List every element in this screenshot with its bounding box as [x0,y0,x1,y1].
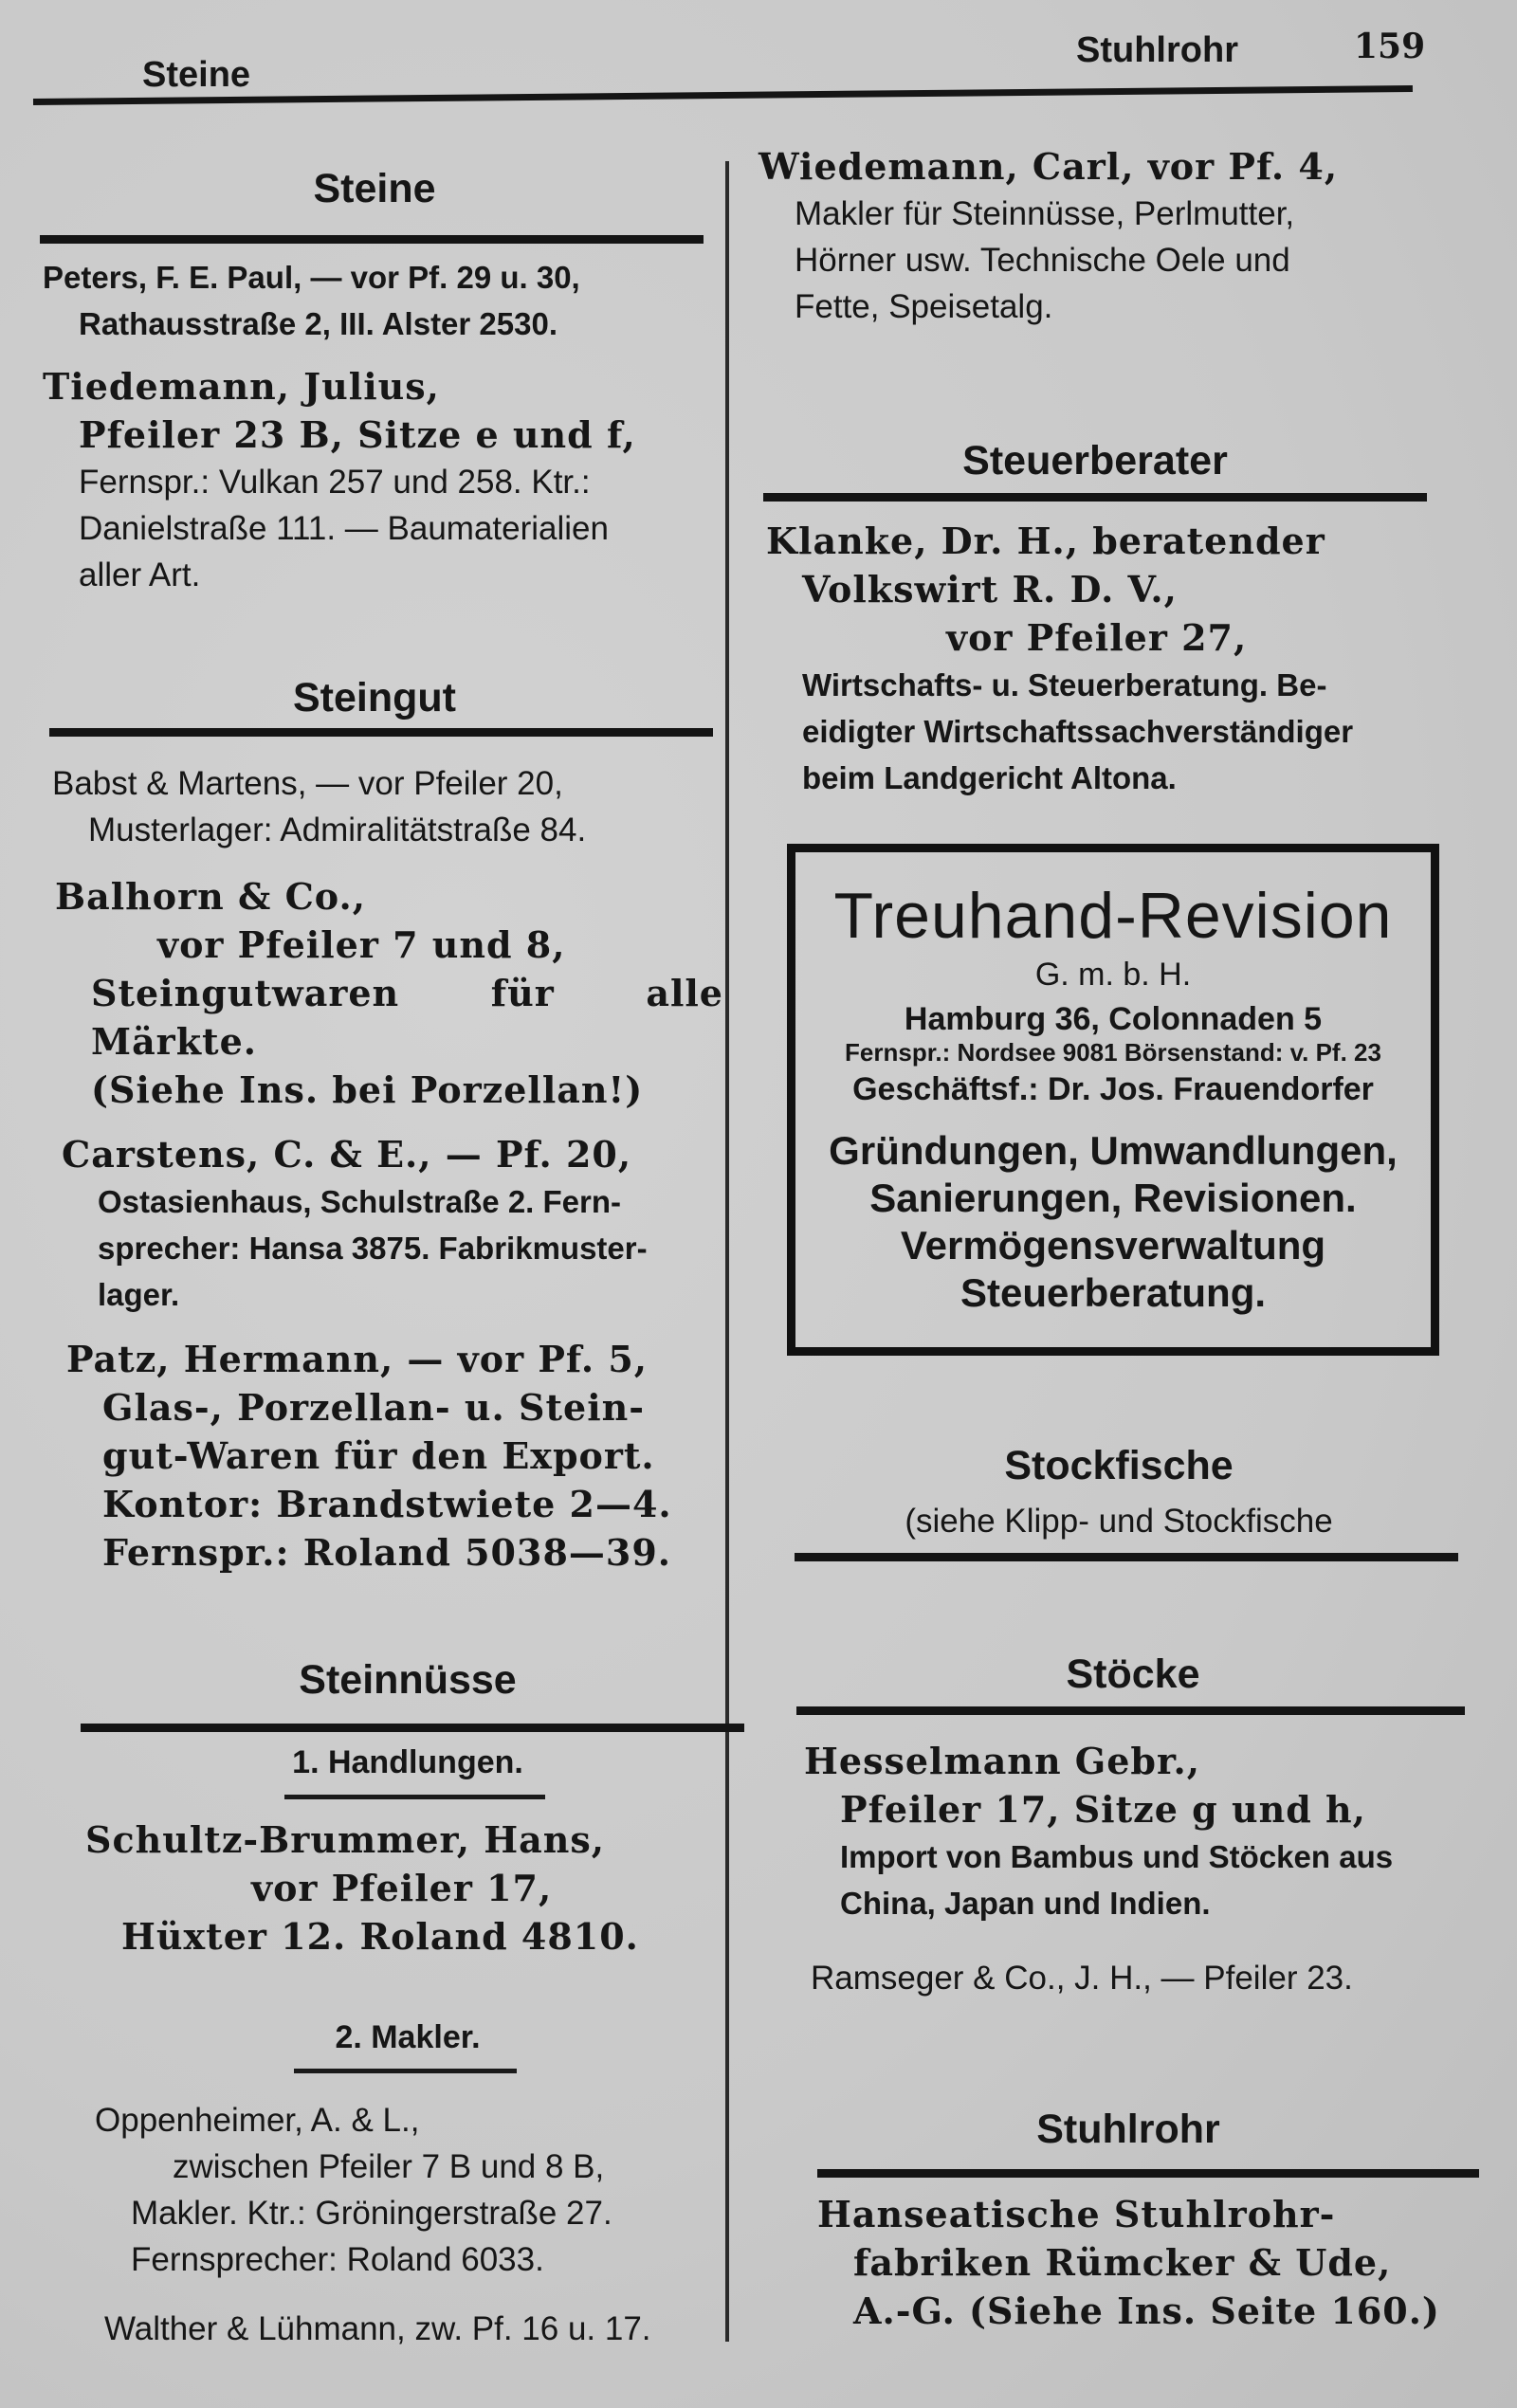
entry-line: Kontor: Brandstwiete 2—4. [102,1483,672,1525]
section-title-steuerberater: Steuerberater [962,438,1228,483]
entry-line: Babst & Martens, — vor Pfeiler 20, [52,765,563,802]
ad-title: Treuhand-Revision [833,880,1393,952]
entry-ramseger [811,1955,1474,2001]
entry-line: Rathausstraße 2, III. Alster 2530. [79,306,558,341]
subsection-makler: 2. Makler. [335,2019,481,2055]
entry-name: Klanke, Dr. H., beratender [766,520,1325,562]
entry-line: fabriken Rümcker & Ude, [853,2241,1392,2284]
entry-line: Hüxter 12. Roland 4810. [121,1915,639,1958]
entry-line: vor Pfeiler 27, [946,616,1248,659]
entry-line: eidigter Wirtschaftssachverständiger [802,714,1354,749]
entry-line: Ostasienhaus, Schulstraße 2. Fern- [98,1184,622,1219]
entry-line: Märkte. [91,1020,257,1063]
entry-line: Hörner usw. Technische Oele und [795,242,1290,279]
running-header-center: Stuhlrohr [1076,30,1238,70]
entry-line: A.-G. (Siehe Ins. Seite 160.) [853,2289,1440,2332]
entry-hanseatische [817,2190,1481,2335]
entry-line: vor Pfeiler 17, [251,1867,553,1909]
section-title-stoecke: Stöcke [1066,1651,1200,1697]
entry-oppenheimer [95,2097,758,2283]
ad-manager: Geschäftsf.: Dr. Jos. Frauendorfer [852,1071,1374,1107]
entry-peters [43,254,706,347]
entry-klanke [766,517,1444,801]
ad-service: Steuerberatung. [960,1270,1267,1315]
entry-hesselmann [804,1737,1472,1926]
section-rule [796,1706,1465,1715]
entry-line: Walther & Lühmann, zw. Pf. 16 u. 17. [104,2310,651,2347]
ad-company-form: G. m. b. H. [1034,957,1192,993]
entry-tiedemann [43,362,711,598]
entry-line: Ramseger & Co., J. H., — Pfeiler 23. [811,1960,1353,1997]
entry-name: Balhorn & Co., [55,875,366,918]
entry-line: Pfeiler 17, Sitze g und h, [840,1788,1366,1831]
ad-service: Vermögensverwaltung [900,1223,1326,1268]
entry-name: Schultz-Brummer, Hans, [85,1818,606,1861]
entry-line: Wirtschafts- u. Steuerberatung. Be- [802,667,1327,702]
section-rule [81,1724,744,1732]
entry-babst-martens [52,760,716,853]
entry-line: Pfeiler 23 B, Sitze e und f, [79,413,636,456]
ad-address: Hamburg 36, Colonnaden 5 [904,1001,1323,1037]
section-title-steinnuesse: Steinnüsse [299,1657,517,1703]
entry-line: Fernspr.: Vulkan 257 und 258. Ktr.: [79,464,591,501]
subsection-handlungen: 1. Handlungen. [292,1744,523,1780]
entry-line: (siehe Klipp- und Stockfische [905,1503,1333,1540]
entry-line: Makler für Steinnüsse, Perlmutter, [795,195,1295,232]
ad-phone: Fernspr.: Nordsee 9081 Börsenstand: v. Pf. 23 [845,1038,1381,1067]
column-divider [725,161,729,2342]
entry-name: Hesselmann Gebr., [804,1740,1200,1782]
entry-line: Glas-, Porzellan- u. Stein- [102,1386,646,1429]
entry-line: lager. [98,1277,180,1312]
section-rule [40,235,704,244]
subsection-rule [294,2069,517,2073]
page-number: 159 [1354,27,1426,66]
section-rule [817,2169,1479,2178]
running-header-left: Steine [142,55,251,95]
entry-name: Patz, Hermann, — vor Pf. 5, [66,1338,649,1380]
entry-line: Volkswirt R. D. V., [802,568,1178,611]
entry-name: Tiedemann, Julius, [43,365,440,408]
entry-line: vor Pfeiler 7 und 8, [157,923,566,966]
entry-line: Oppenheimer, A. & L., [95,2102,420,2139]
section-title-steingut: Steingut [293,675,456,721]
entry-name: Hanseatische Stuhlrohr- [817,2193,1336,2235]
entry-line: Danielstraße 111. — Baumaterialien [79,510,609,547]
entry-line: sprecher: Hansa 3875. Fabrikmuster- [98,1231,648,1266]
section-title-stuhlrohr: Stuhlrohr [1036,2107,1220,2152]
section-title-steine: Steine [313,166,436,211]
stockfische-crossref [787,1498,1451,1544]
advertisement-box [787,844,1439,1356]
entry-line: Fernspr.: Roland 5038—39. [102,1531,671,1574]
entry-patz [66,1335,730,1577]
entry-line: Makler. Ktr.: Gröningerstraße 27. [131,2195,612,2232]
section-title-stockfische: Stockfische [1004,1443,1234,1488]
entry-line: Musterlager: Admiralitätstraße 84. [88,812,587,848]
entry-line: zwischen Pfeiler 7 B und 8 B, [173,2148,605,2185]
entry-line: Fernsprecher: Roland 6033. [131,2241,544,2278]
entry-line: Peters, F. E. Paul, — vor Pf. 29 u. 30, [43,260,580,295]
ad-service: Sanierungen, Revisionen. [869,1176,1357,1220]
entry-carstens [62,1130,725,1318]
entry-line: gut-Waren für den Export. [102,1434,655,1477]
entry-line: China, Japan und Indien. [840,1886,1211,1921]
entry-name: Wiedemann, Carl, vor Pf. 4, [758,145,1339,188]
entry-line: aller Art. [79,556,201,593]
section-rule [763,493,1427,502]
section-rule [49,728,713,737]
entry-schultz-brummer [85,1815,749,1961]
entry-line: (Siehe Ins. bei Porzellan!) [91,1068,644,1111]
entry-line: Steingutwaren für alle [91,972,723,1014]
entry-line: Fette, Speisetalg. [795,288,1053,325]
entry-name: Carstens, C. & E., — Pf. 20, [62,1133,632,1176]
entry-line: beim Landgericht Altona. [802,760,1177,795]
subsection-rule [284,1795,545,1799]
section-rule [795,1553,1458,1561]
entry-walther-luehmann [104,2306,768,2352]
entry-wiedemann [758,142,1441,330]
entry-balhorn [55,872,723,1114]
entry-line: Import von Bambus und Stöcken aus [840,1839,1394,1874]
ad-service: Gründungen, Umwandlungen, [829,1128,1398,1173]
